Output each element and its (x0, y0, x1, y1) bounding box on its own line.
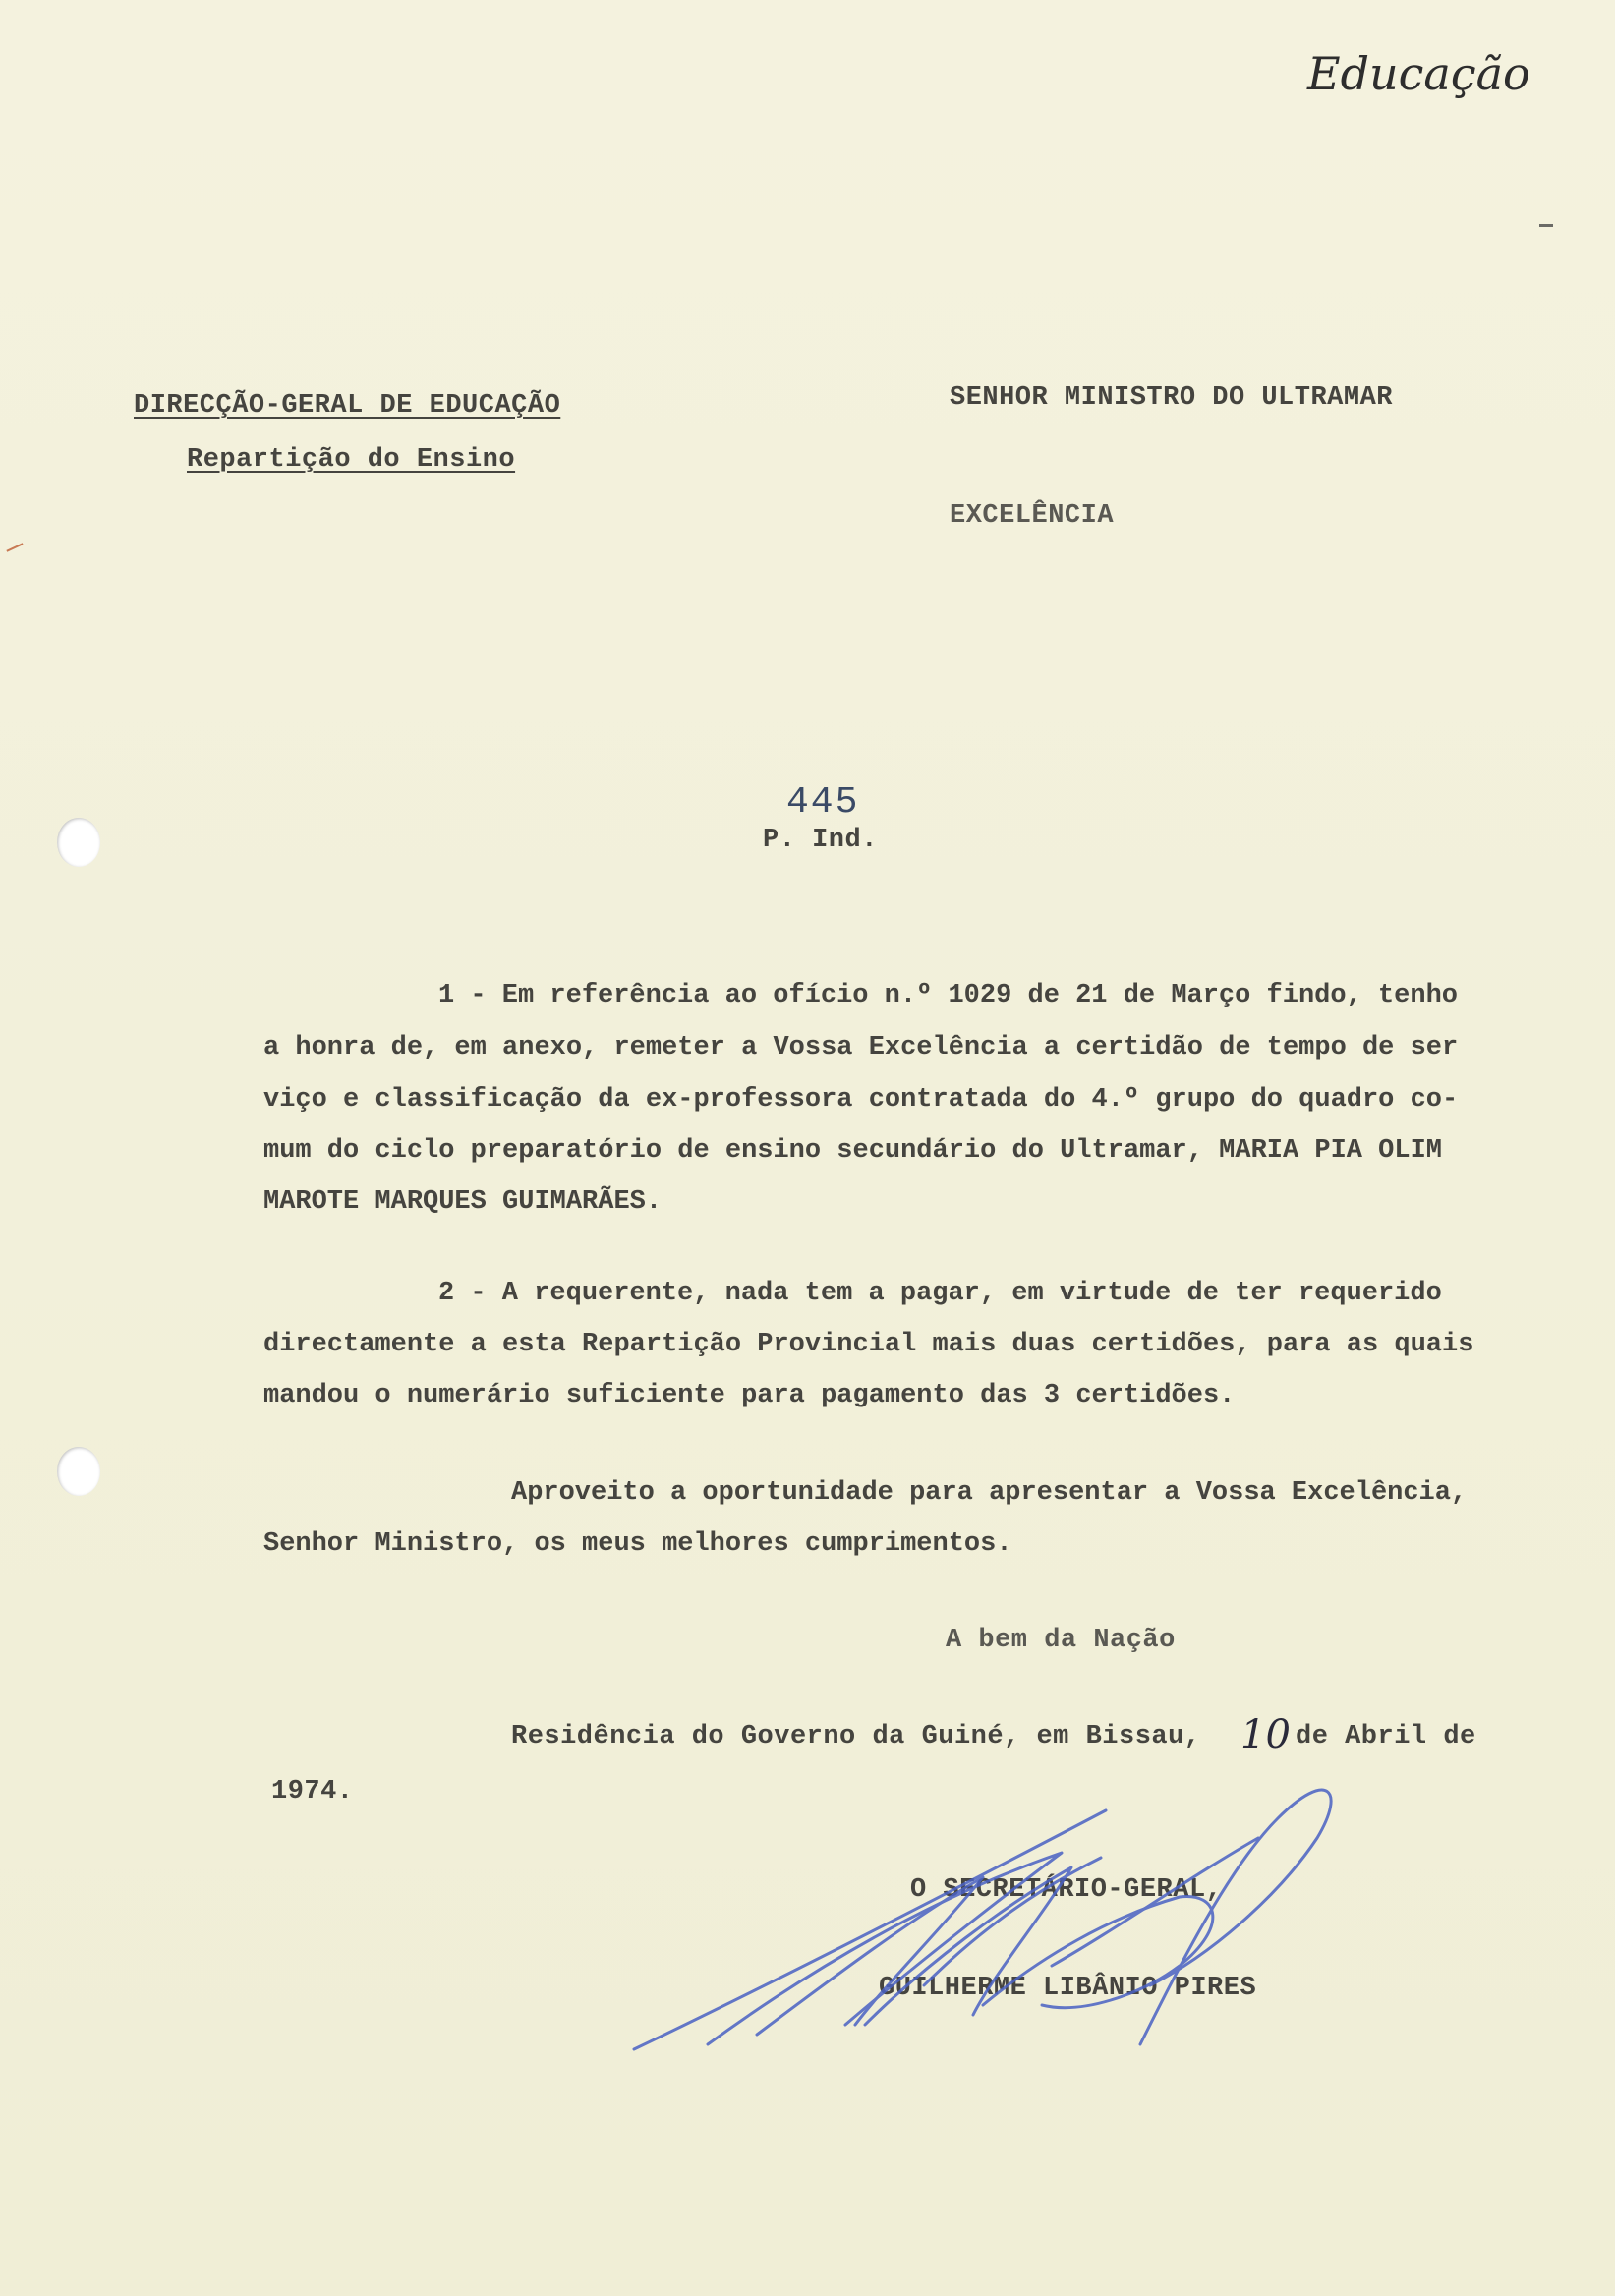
date-day-handwritten: 10 (1240, 1712, 1291, 1757)
signatory-title: O SECRETÁRIO-GERAL, (910, 1875, 1223, 1905)
paragraph-1-line-4: mum do ciclo preparatório de ensino secundário do Ultramar, MARIA PIA OLIM (263, 1136, 1442, 1166)
corner-mark (1539, 224, 1553, 227)
closing-motto: A bem da Nação (946, 1626, 1176, 1655)
paragraph-2-line-1: 2 - A requerente, nada tem a pagar, em virtude de ter requerido (438, 1279, 1442, 1308)
handwritten-annotation: Educação (1307, 47, 1530, 100)
paragraph-2-line-3: mandou o numerário suficiente para pagamento das 3 certidões. (263, 1381, 1236, 1410)
place-date-suffix: de Abril de (1296, 1722, 1476, 1751)
place-date-year: 1974. (271, 1777, 354, 1807)
paragraph-1-line-3: viço e classificação da ex-professora contratada do 4.º grupo do quadro co- (263, 1085, 1459, 1115)
sender-department: DIRECÇÃO-GERAL DE EDUCAÇÃO (134, 391, 561, 421)
margin-mark (6, 543, 23, 551)
paragraph-1-line-1: 1 - Em referência ao ofício n.º 1029 de 21 de Março findo, tenho (438, 981, 1458, 1010)
place-date-prefix: Residência do Governo da Guiné, em Bissau, (511, 1722, 1201, 1751)
punch-hole-top (57, 818, 100, 867)
paragraph-1-line-5: MAROTE MARQUES GUIMARÃES. (263, 1187, 663, 1217)
reference-code: P. Ind. (763, 826, 878, 855)
paragraph-1-line-2: a honra de, em anexo, remeter a Vossa Excelência a certidão de tempo de ser (263, 1033, 1459, 1062)
paragraph-3-line-2: Senhor Ministro, os meus melhores cumprimentos. (263, 1529, 1012, 1559)
sender-section: Repartição do Ensino (187, 445, 516, 475)
punch-hole-bottom (57, 1447, 100, 1496)
signatory-name: GUILHERME LIBÂNIO PIRES (879, 1974, 1257, 2003)
reference-number: 445 (786, 781, 860, 824)
paragraph-2-line-2: directamente a esta Repartição Provincial mais duas certidões, para as quais (263, 1330, 1474, 1359)
paragraph-3-line-1: Aproveito a oportunidade para apresentar a Vossa Excelência, (511, 1478, 1468, 1508)
recipient-title: SENHOR MINISTRO DO ULTRAMAR (950, 383, 1393, 413)
recipient-salutation: EXCELÊNCIA (950, 501, 1115, 531)
